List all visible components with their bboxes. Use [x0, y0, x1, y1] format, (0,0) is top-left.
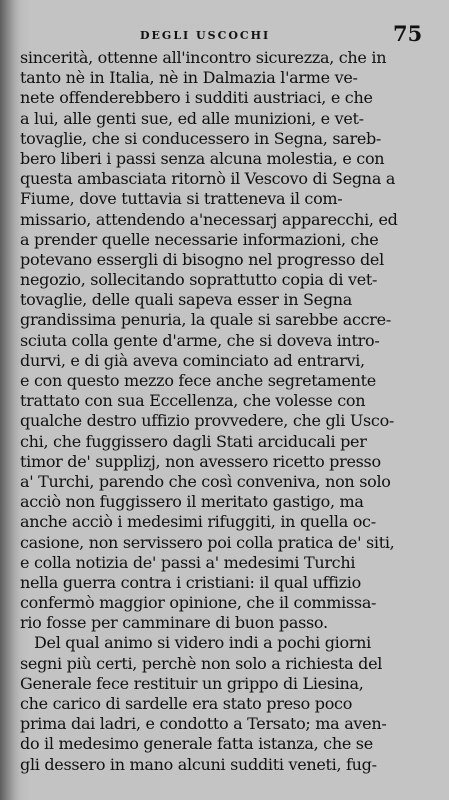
text-line: prima dai ladri, e condotto a Tersato; ma aven- [20, 714, 387, 734]
text-line: rio fosse per camminare di buon passo. [20, 613, 328, 633]
text-line: nete offenderebbero i sudditi austriaci, e che [20, 88, 373, 108]
text-line: e con questo mezzo fece anche segretamente [20, 371, 376, 390]
text-line: do il medesimo generale fatta istanza, che se [20, 734, 373, 754]
binding-gutter-shadow [0, 0, 20, 800]
text-line: a lui, alle genti sue, ed alle munizioni, e vet- [20, 108, 364, 128]
text-line: Del qual animo si videro indi a pochi giorni [34, 633, 371, 653]
text-line: qualche destro uffizio provvedere, che gli Usco- [20, 411, 395, 431]
text-line: a prender quelle necessarie informazioni, che [20, 229, 379, 249]
text-line: questa ambasciata ritornò il Vescovo di Segna a [20, 169, 396, 189]
text-line: negozio, sollecitando soprattutto copia di vet- [20, 270, 378, 290]
text-line: confermò maggior opinione, che il commissa- [20, 593, 377, 613]
text-line: casione, non servissero poi colla pratica de' siti, [20, 532, 395, 552]
text-line: tovaglie, delle quali sapeva esser in Segna [20, 290, 353, 310]
text-line: tovaglie, che si conducessero in Segna, sareb- [20, 128, 382, 148]
text-line: segni più certi, perchè non solo a richiesta del [20, 653, 383, 673]
text-line: durvi, e di già aveva cominciato ad entrarvi, [20, 350, 365, 370]
text-line: tanto nè in Italia, nè in Dalmazia l'arme ve- [20, 68, 358, 88]
page-number: 75 [393, 21, 423, 46]
text-line: nella guerra contra i cristiani: il qual uffizio [20, 572, 361, 592]
text-line: sincerità, ottenne all'incontro sicurezza, che in [20, 48, 387, 67]
text-line: anche acciò i medesimi rifuggiti, in quella oc- [20, 512, 376, 532]
text-line: grandissima penuria, la quale si sarebbe accre- [20, 310, 391, 330]
text-line: Fiume, dove tuttavia si tratteneva il com- [20, 189, 343, 209]
text-line: a' Turchi, parendo che così conveniva, non solo [20, 471, 391, 491]
text-line: missario, attendendo a'necessarj apparecchi, ed [20, 209, 398, 229]
text-line: e colla notizia de' passi a' medesimi Turchi [20, 552, 356, 572]
text-line: chi, che fuggissero dagli Stati arciducali per [20, 431, 367, 451]
text-line: trattato con sua Eccellenza, che volesse con [20, 391, 366, 411]
text-line: che carico di sardelle era stato preso poco [20, 694, 353, 713]
text-line: sciuta colla gente d'arme, che si doveva intro- [20, 330, 380, 350]
text-line: potevano essergli di bisogno nel progresso del [20, 249, 384, 269]
text-line: acciò non fuggissero il meritato gastigo, ma [20, 492, 364, 512]
text-line: Generale fece restituir un grippo di Liesina, [20, 673, 364, 693]
body-text [20, 48, 438, 775]
text-line: gli dessero in mano alcuni sudditi veneti, fug- [20, 754, 377, 774]
text-line: timor de' supplizj, non avessero ricetto presso [20, 451, 381, 471]
running-head: DEGLI USCOCHI [140, 29, 271, 42]
text-line: bero liberi i passi senza alcuna molestia, e con [20, 148, 385, 168]
